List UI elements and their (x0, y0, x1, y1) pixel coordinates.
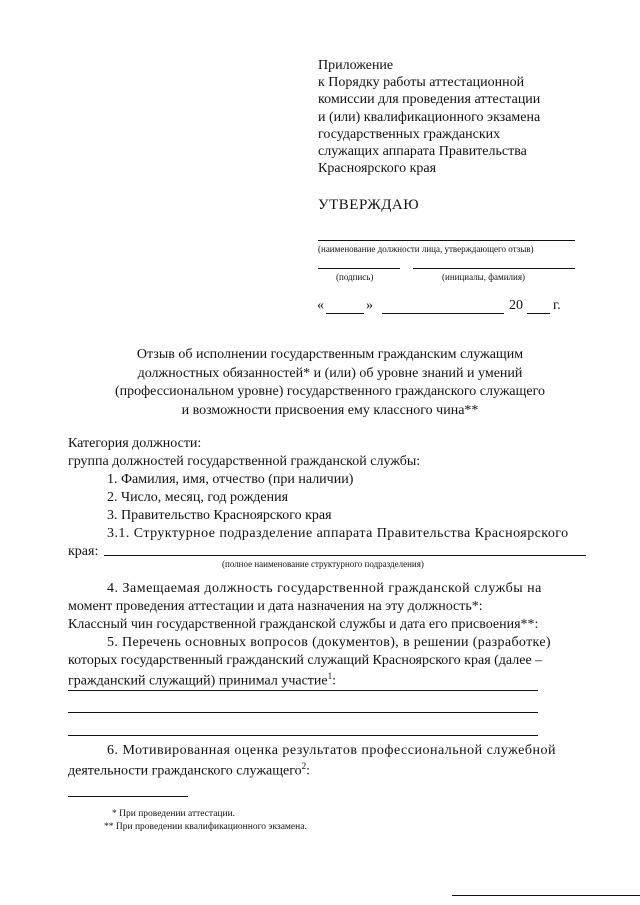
item-5-label: 5. Перечень основных вопросов (документов), в решении (разработке) (107, 635, 551, 650)
date-year-line[interactable] (527, 313, 550, 314)
title-line: должностных обязанностей* и (или) об уровне знаний и умений (137, 365, 523, 381)
position-line[interactable] (318, 240, 575, 241)
title-line: и возможности присвоения ему классного чина** (181, 402, 479, 418)
item-6-label: 6. Мотивированная оценка результатов профессиональной служебной (107, 743, 556, 758)
page-bottom-line (452, 895, 640, 896)
appendix-block (318, 57, 540, 177)
appendix-line: Приложение (318, 58, 394, 73)
answer-line-3[interactable] (68, 735, 538, 736)
item-6-cont (68, 761, 310, 780)
date-close-quote: » (366, 298, 373, 313)
item-6-text: деятельности гражданского служащего (68, 763, 302, 779)
date-month-line[interactable] (382, 313, 504, 314)
appendix-line: комиссии для проведения аттестации (318, 92, 541, 108)
appendix-line: служащих аппарата Правительства (318, 144, 527, 160)
footnote-ref-1: 1 (327, 671, 333, 681)
item-5-colon: : (332, 673, 337, 689)
footnote-ref-2: 2 (301, 761, 307, 771)
answer-line-1[interactable] (68, 690, 538, 691)
name-caption: (инициалы, фамилия) (442, 272, 525, 282)
class-rank-label: Классный чин государственной гражданской службы и дата его присвоения**: (68, 617, 539, 632)
signature-caption: (подпись) (336, 272, 374, 282)
signature-line[interactable] (318, 268, 400, 269)
group-label: группа должностей государственной гражданской службы: (68, 454, 421, 469)
item-3-label: 3. Правительство Красноярского края (107, 508, 332, 523)
appendix-line: Красноярского края (318, 161, 437, 177)
appendix-line: государственных гражданских (318, 126, 501, 142)
position-caption: (наименование должности лица, утверждающего отзыв) (318, 244, 534, 254)
date-open-quote: « (317, 298, 324, 313)
item-2-label: 2. Число, месяц, год рождения (107, 490, 289, 505)
name-line[interactable] (413, 268, 575, 269)
footnote-2: ** При проведении квалификационного экзамена. (104, 822, 307, 832)
item-5-text: гражданский служащий) принимал участие (68, 673, 328, 689)
year-suffix: г. (553, 298, 561, 313)
year-prefix: 20 (509, 298, 523, 313)
item-4-cont: момент проведения аттестации и дата назначения на эту должность*: (68, 599, 483, 614)
item-5-cont: которых государственный гражданский служащий Красноярского края (далее – (68, 653, 543, 668)
footnote-1: * При проведении аттестации. (112, 809, 236, 819)
appendix-line: и (или) квалификационного экзамена (318, 109, 541, 125)
category-label: Категория должности: (68, 436, 202, 451)
subdivision-line[interactable] (104, 555, 586, 556)
date-day-line[interactable] (326, 313, 364, 314)
appendix-line: к Порядку работы аттестационной (318, 75, 525, 91)
item-6-colon: : (306, 763, 310, 779)
item-4-label: 4. Замещаемая должность государственной гражданской службы на (107, 581, 542, 596)
item-3-1-cont: края: (68, 544, 99, 559)
item-1-label: 1. Фамилия, имя, отчество (при наличии) (107, 472, 354, 487)
item-3-1-label: 3.1. Структурное подразделение аппарата Правительства Красноярского (107, 526, 569, 541)
subdivision-caption: (полное наименование структурного подразделения) (222, 559, 424, 569)
title-line: Отзыв об исполнении государственным гражданским служащим (136, 347, 524, 362)
answer-line-2[interactable] (68, 712, 538, 713)
title-line: (профессиональном уровне) государственного гражданского служащего (114, 384, 546, 399)
approve-heading: УТВЕРЖДАЮ (318, 197, 420, 213)
item-5-cont-2 (68, 671, 336, 690)
document-title (60, 346, 600, 420)
footnote-divider (68, 796, 188, 797)
